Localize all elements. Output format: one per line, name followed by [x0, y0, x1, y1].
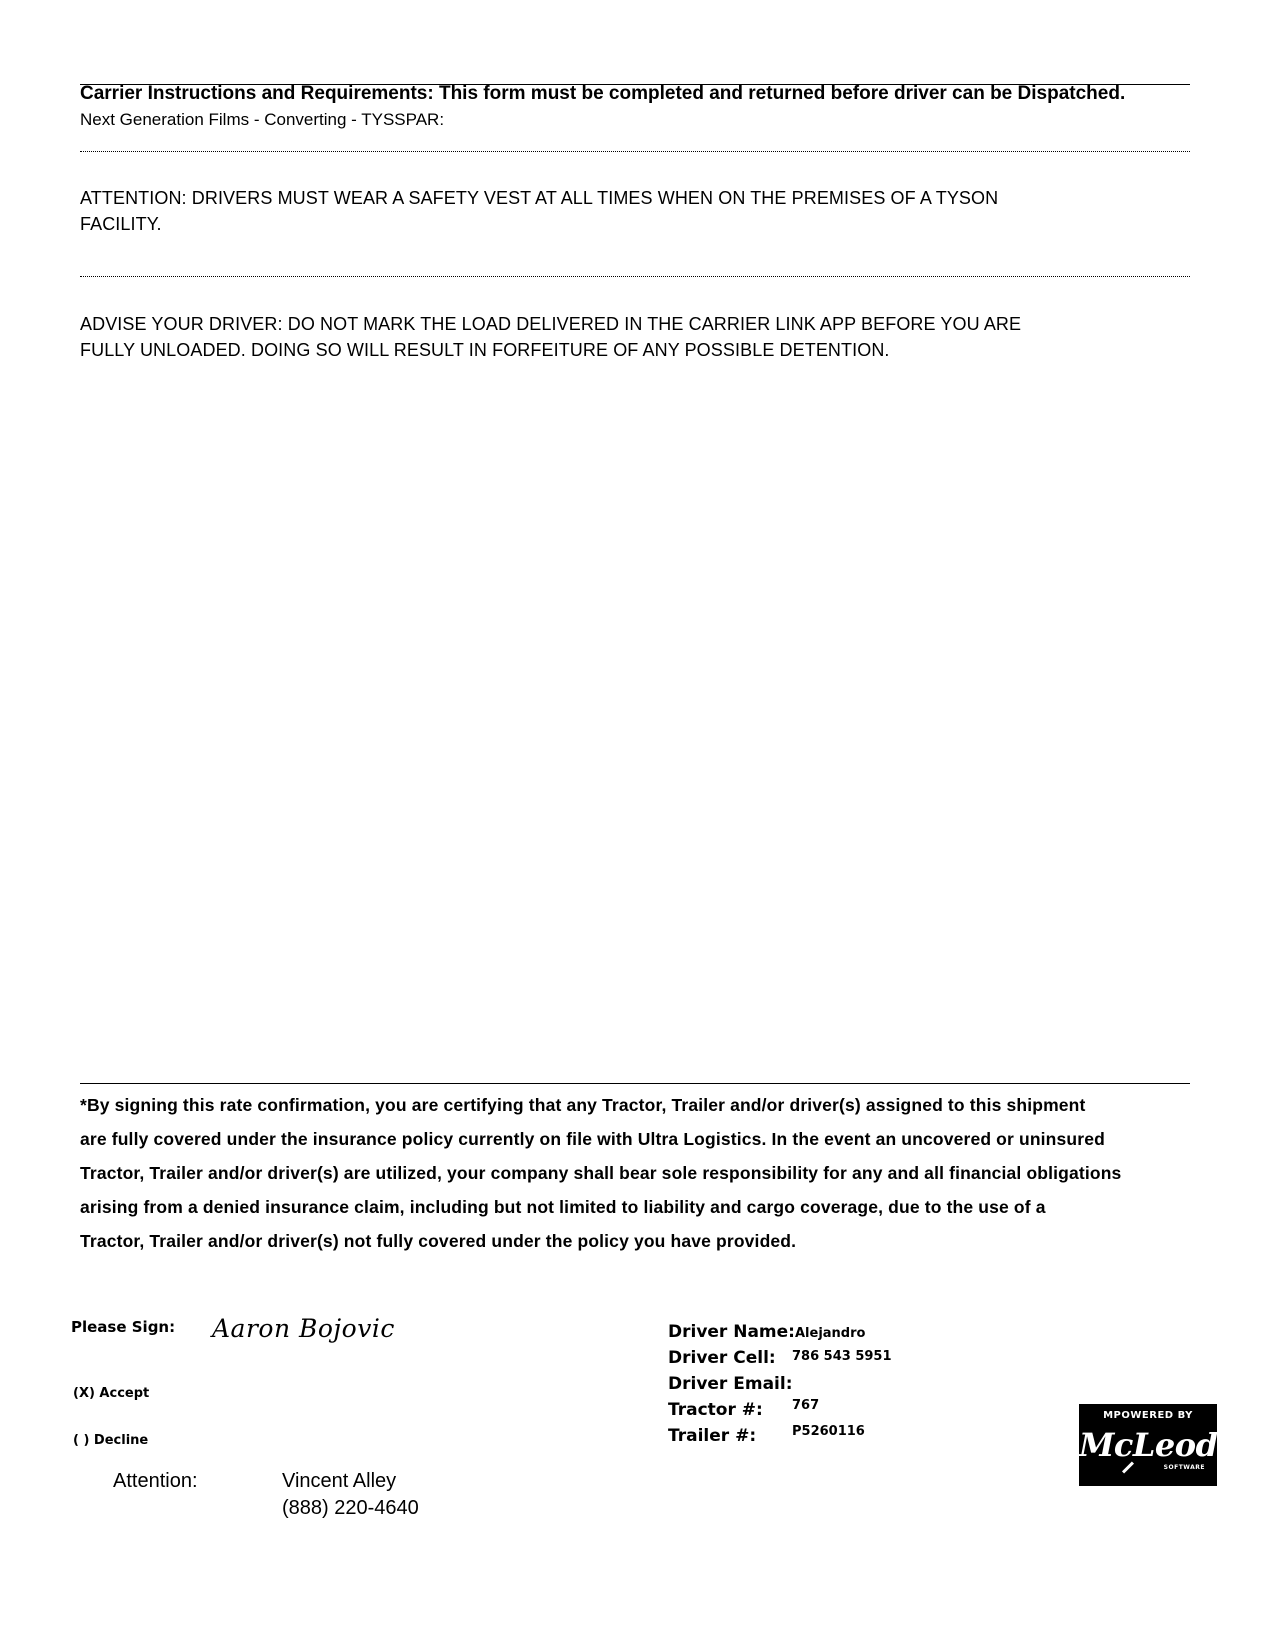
- driver-cell-label: Driver Cell:: [668, 1348, 776, 1368]
- page-title: Carrier Instructions and Requirements: This form must be completed and returned before driver can be Dispatched.: [80, 83, 1126, 104]
- driver-name-value: Alejandro: [794, 1326, 866, 1341]
- disclaimer-line-1: *By signing this rate confirmation, you are certifying that any Tractor, Trailer and/or driver(s) assigned to this shipment: [80, 1095, 1086, 1115]
- logo-top-text: MPOWERED BY: [1103, 1410, 1193, 1421]
- driver-name-label: Driver Name:: [668, 1322, 795, 1342]
- attention-label: Attention:: [113, 1470, 198, 1492]
- driver-cell-value: 786 543 5951: [792, 1349, 892, 1364]
- driver-email-label: Driver Email:: [668, 1374, 793, 1394]
- tractor-label: Tractor #:: [668, 1400, 763, 1420]
- logo-brand: McLeod: [1079, 1426, 1217, 1464]
- logo-sub-text: SOFTWARE: [1163, 1464, 1205, 1471]
- advise-driver-line-1: ADVISE YOUR DRIVER: DO NOT MARK THE LOAD DELIVERED IN THE CARRIER LINK APP BEFORE YOU ARE: [80, 314, 1022, 334]
- trailer-row: [668, 1424, 865, 1446]
- safety-vest-line-2: FACILITY.: [80, 214, 162, 234]
- advise-driver-line-2: FULLY UNLOADED. DOING SO WILL RESULT IN FORFEITURE OF ANY POSSIBLE DETENTION.: [80, 340, 890, 360]
- driver-name-row: [668, 1322, 865, 1342]
- disclaimer-top-rule: [80, 1083, 1190, 1084]
- mcleod-logo: [1079, 1404, 1217, 1486]
- safety-vest-notice: [80, 185, 998, 237]
- accept-option[interactable]: (X) Accept: [73, 1386, 150, 1401]
- attention-name: Vincent Alley: [282, 1470, 397, 1492]
- advise-driver-notice: [80, 311, 1021, 363]
- disclaimer-line-2: are fully covered under the insurance policy currently on file with Ultra Logistics. In the event an uncovered or uninsured: [80, 1129, 1105, 1149]
- trailer-value: P5260116: [792, 1424, 865, 1439]
- safety-vest-line-1: ATTENTION: DRIVERS MUST WEAR A SAFETY VEST AT ALL TIMES WHEN ON THE PREMISES OF A TYSON: [80, 188, 999, 208]
- shipper-subtitle: Next Generation Films - Converting - TYSSPAR:: [80, 110, 445, 129]
- disclaimer-line-3: Tractor, Trailer and/or driver(s) are utilized, your company shall bear sole responsibility for any and all financial obligations: [80, 1163, 1122, 1183]
- driver-email-row: [668, 1374, 793, 1394]
- driver-cell-row: [668, 1348, 892, 1368]
- divider-dotted-1: [80, 151, 1190, 152]
- please-sign-label: Please Sign:: [71, 1318, 176, 1336]
- tractor-row: [668, 1398, 820, 1420]
- divider-dotted-2: [80, 276, 1190, 277]
- disclaimer-line-4: arising from a denied insurance claim, including but not limited to liability and cargo coverage, due to the use of a: [80, 1197, 1046, 1217]
- tractor-value: 767: [792, 1398, 820, 1413]
- insurance-disclaimer: [80, 1088, 1270, 1258]
- trailer-label: Trailer #:: [668, 1426, 757, 1446]
- disclaimer-line-5: Tractor, Trailer and/or driver(s) not fully covered under the policy you have provided.: [80, 1231, 797, 1251]
- attention-phone: (888) 220-4640: [282, 1497, 419, 1519]
- decline-option[interactable]: ( ) Decline: [73, 1433, 149, 1448]
- signature-field[interactable]: Aaron Bojovic: [212, 1314, 395, 1343]
